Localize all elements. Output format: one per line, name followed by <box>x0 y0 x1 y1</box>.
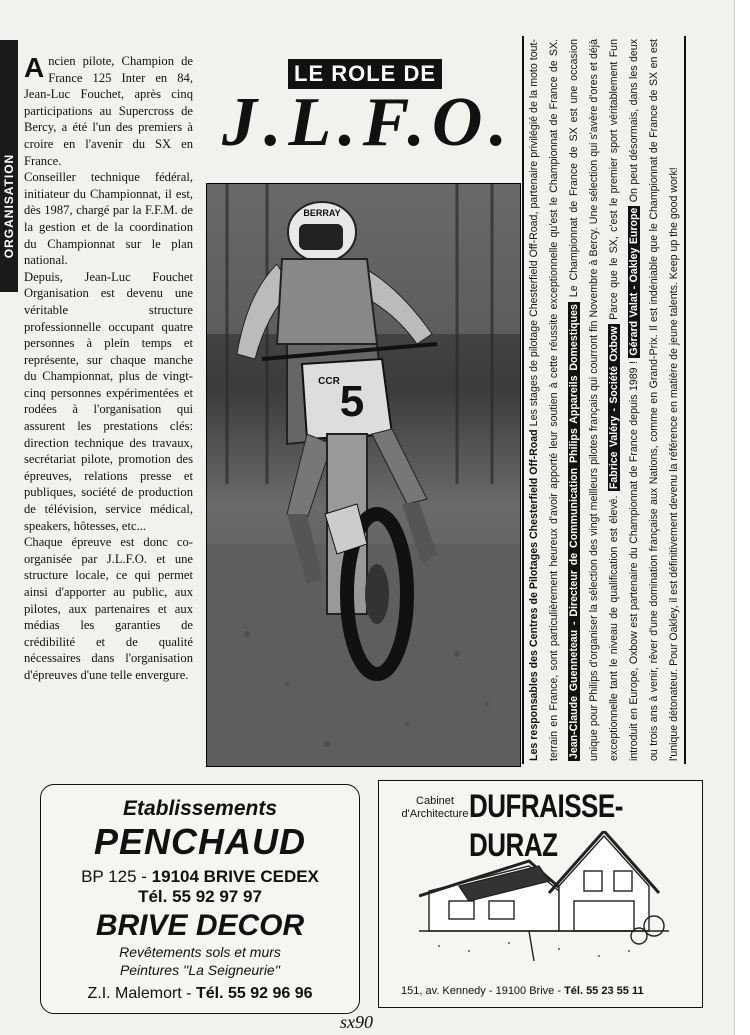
advert-second-address <box>41 985 359 1003</box>
article-body <box>24 53 193 684</box>
advert-address <box>41 867 359 887</box>
plate-text: CCR <box>318 376 340 387</box>
quote-1-text: Les stages de pilotage Chesterfield Off-Road, partenaire privilégié de la moto tout-terrain en France, sont particulièrement heureux d'avoir apporté leur soutien à cette réussite exceptionnelle qu'est le Championnat de France de SX. <box>528 39 560 761</box>
motocross-rider-image <box>207 184 520 766</box>
bib-number: 5 <box>339 377 365 426</box>
page-edge <box>734 0 750 1035</box>
article-paragraph-1-text: ncien pilote, Champion de France 125 Inter en 84, Jean-Luc Fouchet, après cinq participations au Supercross de Bercy, a été l'un des premiers à croire en l'avenir du SX en France. <box>24 54 193 168</box>
penchaud-advert <box>40 784 360 1014</box>
article-paragraph-4: Chaque épreuve est donc co-organisée par J.L.F.O. et une structure locale, ce qui permet ainsi d'apporter au public, aux pilotes, aux partenaires et aux médias les garanties de crédibilité et de qualité nécessaires dans l'organisation d'épreuves d'une telle envergure. <box>24 535 193 682</box>
headline-title: J.L.F.O. <box>222 84 514 161</box>
headline-kicker: LE ROLE DE <box>288 59 442 89</box>
page-footer: sx90 <box>340 1012 373 1032</box>
advert-establishment-label: Etablissements <box>122 797 278 820</box>
architect-street: 151, av. Kennedy - 19100 Brive - <box>401 985 565 997</box>
advert-second-phone: Tél. 55 92 96 96 <box>195 985 313 1002</box>
advert-company-name: PENCHAUD <box>93 821 306 862</box>
house-drawing-icon <box>419 831 669 971</box>
article-paragraph-2: Conseiller technique fédéral, initiateur du Championnat, il est, dès 1987, chargé par la F.F.M. de la gestion et de la coordination du Championnat sur le plan national. <box>24 170 193 268</box>
advert-service-1: Revêtements sols et murs <box>119 944 281 960</box>
quote-4-text: On peut désormais, dans les deux ou trois ans à venir, rêver d'une domination française aux Nations, comme en Grand-Prix. Il est indéniable que le Championnat de France de SX en est l'unique détonateur. Pour Oakley, il est définitivement devenu la référence en matière de jeune talents. Keep up the good work! <box>628 39 680 761</box>
advert-po-box: BP 125 - <box>81 867 152 886</box>
sponsor-quotes-sidebar <box>522 36 686 764</box>
dufraisse-duraz-advert <box>378 780 703 1008</box>
article-paragraph-1 <box>24 53 193 169</box>
section-tab-label: ORGANISATION <box>2 153 16 259</box>
quote-3-label: Fabrice Valéry - Société Oxbow <box>608 326 620 490</box>
sponsor-quotes-text <box>524 39 684 761</box>
helmet-text: BERRAY <box>303 208 341 218</box>
advert-second-company: BRIVE DECOR <box>95 909 305 942</box>
advert-city: 19104 BRIVE CEDEX <box>151 867 319 886</box>
article-paragraph-3: Depuis, Jean-Luc Fouchet Organisation est devenu une véritable structure professionnelle occupant quatre personnes à plein temps et représente, sur chaque manche du Championnat, plus de vingt-cinq personnes expérimentées et rodées à l'organisation qui assurent les prestations clés: direction technique des travaux, secrétariat pilote, promotion des épreuves, relations presse et publiques, société de production de télévision, service médical, speakers, hôtesses, etc... <box>24 269 193 533</box>
architect-phone: Tél. 55 23 55 11 <box>564 985 644 997</box>
architect-cabinet-label: Cabinet d'Architecture <box>401 795 469 820</box>
advert-second-place: Z.I. Malemort - <box>87 985 196 1002</box>
motocross-photo <box>206 183 521 767</box>
quote-2-text: Le Championnat de France de SX est une occasion unique pour Philips d'organiser la sélection des vingt meilleurs pilotes français qui courront fin Novembre à Bercy. Une sélection qui s'avère d'ores et déjà exceptionnelle tant le niveau de qualification est élevé. <box>568 39 620 761</box>
drop-cap: A <box>24 52 45 83</box>
quote-4-label: Gérard Valat - Oakley Europe <box>628 207 640 356</box>
headline <box>220 55 514 175</box>
advert-service-2: Peintures ''La Seigneurie'' <box>119 962 281 978</box>
quote-1-label: Les responsables des Centres de Pilotages Chesterfield Off-Road <box>528 429 540 761</box>
quote-3-text: Parce que le SX, c'est le premier sport véritablement Fun introduit en Europe, Oxbow est partenaire du Championnat de France depuis 1989 ! <box>608 39 640 761</box>
section-tab <box>0 40 18 292</box>
architect-name: DUFRAISSE-DURAZ <box>469 787 623 864</box>
quote-2-label: Jean-Claude Guenneteau - Directeur de Communication Philips Appareils Domestiques <box>568 304 580 759</box>
architect-address <box>401 985 644 997</box>
advert-phone: Tél. 55 92 97 97 <box>138 887 262 906</box>
